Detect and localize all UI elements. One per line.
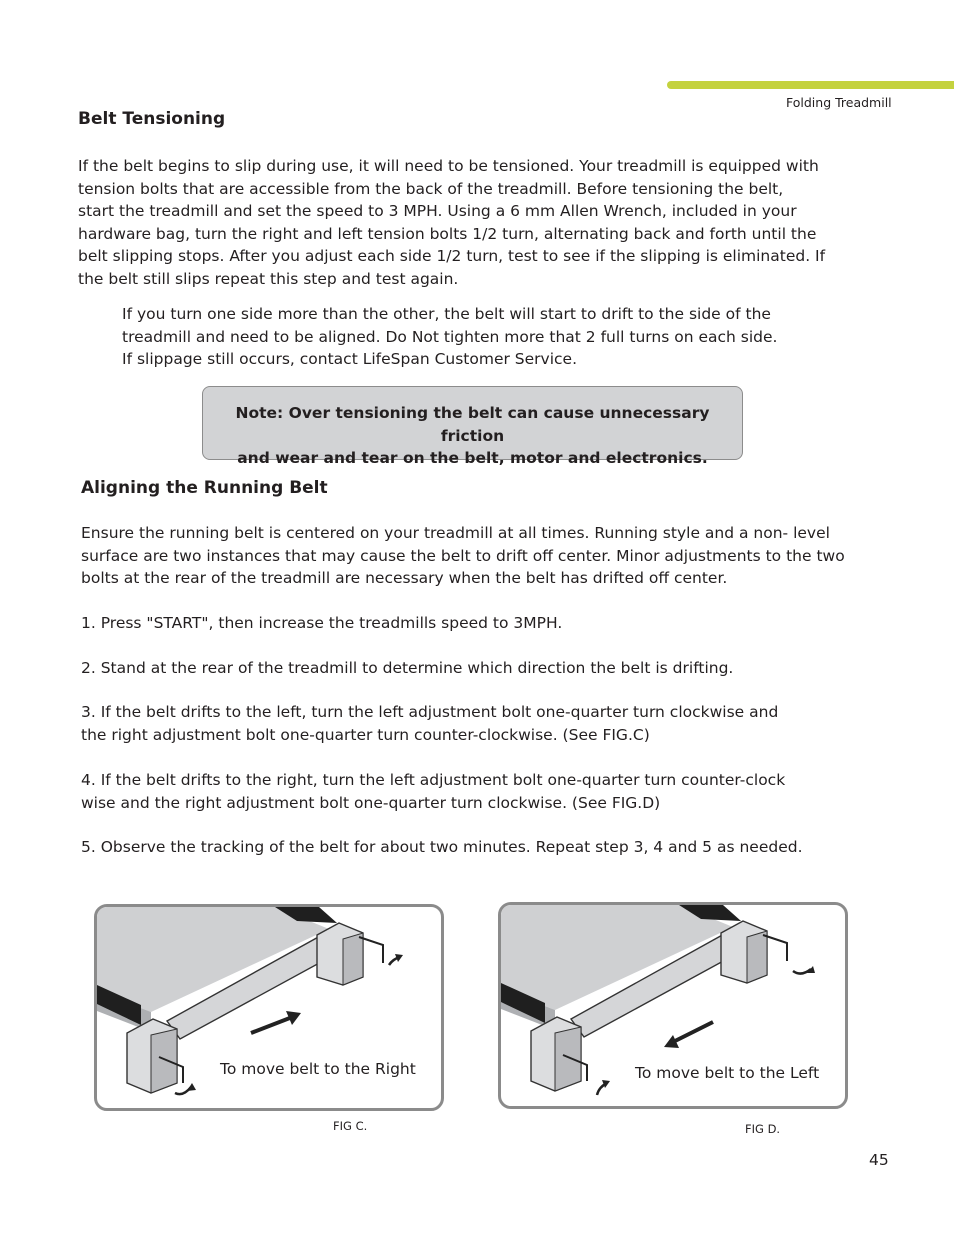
text-line: If you turn one side more than the other, the belt will start to drift to the side of the [122, 305, 771, 323]
aligning-intro [81, 522, 845, 590]
note-line: and wear and tear on the belt, motor and electronics. [237, 449, 708, 467]
text-line: start the treadmill and set the speed to 3 MPH. Using a 6 mm Allen Wrench, included in your [78, 202, 797, 221]
aligning-heading: Aligning the Running Belt [81, 478, 328, 498]
text-line: surface are two instances that may cause the belt to drift off center. Minor adjustments to the two [81, 546, 845, 565]
figure-d-box [498, 902, 848, 1109]
step-5 [81, 836, 803, 859]
text-line: treadmill and need to be aligned. Do Not tighten more that 2 full turns on each side. [122, 327, 778, 346]
note-box [202, 386, 743, 467]
text-line: bolts at the rear of the treadmill are necessary when the belt has drifted off center. [81, 569, 728, 588]
belt-drift-warning-paragraph [122, 303, 777, 371]
figure-c-box [94, 904, 444, 1111]
figure-d-caption: To move belt to the Left [635, 1064, 820, 1082]
section-header: Folding Treadmill [786, 95, 892, 110]
text-line: belt slipping stops. After you adjust each side 1/2 turn, test to see if the slipping is eliminated. If [78, 247, 826, 266]
text-line: tension bolts that are accessible from the back of the treadmill. Before tensioning the belt, [78, 179, 784, 198]
text-line: the right adjustment bolt one-quarter turn counter-clockwise. (See FIG.C) [81, 725, 650, 744]
step-4 [81, 769, 785, 814]
figure-d-label: FIG D. [745, 1122, 781, 1136]
text-line: 3. If the belt drifts to the left, turn the left adjustment bolt one-quarter turn clockwise and [81, 703, 779, 721]
header-accent-bar [667, 81, 954, 89]
step-2 [81, 657, 733, 680]
belt-tensioning-heading: Belt Tensioning [78, 109, 226, 129]
text-line: the belt still slips repeat this step and test again. [78, 269, 459, 288]
text-line: 5. Observe the tracking of the belt for about two minutes. Repeat step 3, 4 and 5 as needed. [81, 838, 803, 856]
text-line: hardware bag, turn the right and left tension bolts 1/2 turn, alternating back and forth until the [78, 224, 817, 243]
figure-c-caption: To move belt to the Right [220, 1060, 416, 1078]
step-1 [81, 612, 562, 635]
page-number: 45 [869, 1151, 889, 1169]
text-line: 2. Stand at the rear of the treadmill to determine which direction the belt is drifting. [81, 659, 734, 677]
note-line: Note: Over tensioning the belt can cause unnecessary friction [235, 404, 710, 445]
text-line: wise and the right adjustment bolt one-quarter turn clockwise. (See FIG.D) [81, 793, 661, 812]
figure-c-label: FIG C. [333, 1119, 368, 1133]
text-line: If the belt begins to slip during use, it will need to be tensioned. Your treadmill is equipped with [78, 157, 819, 175]
text-line: 4. If the belt drifts to the right, turn the left adjustment bolt one-quarter turn counter-clock [81, 771, 786, 789]
step-3 [81, 701, 778, 746]
text-line: If slippage still occurs, contact LifeSpan Customer Service. [122, 350, 577, 369]
text-line: 1. Press "START", then increase the treadmills speed to 3MPH. [81, 614, 563, 632]
text-line: Ensure the running belt is centered on your treadmill at all times. Running style and a non- level [81, 524, 830, 542]
belt-tensioning-paragraph [78, 155, 825, 291]
